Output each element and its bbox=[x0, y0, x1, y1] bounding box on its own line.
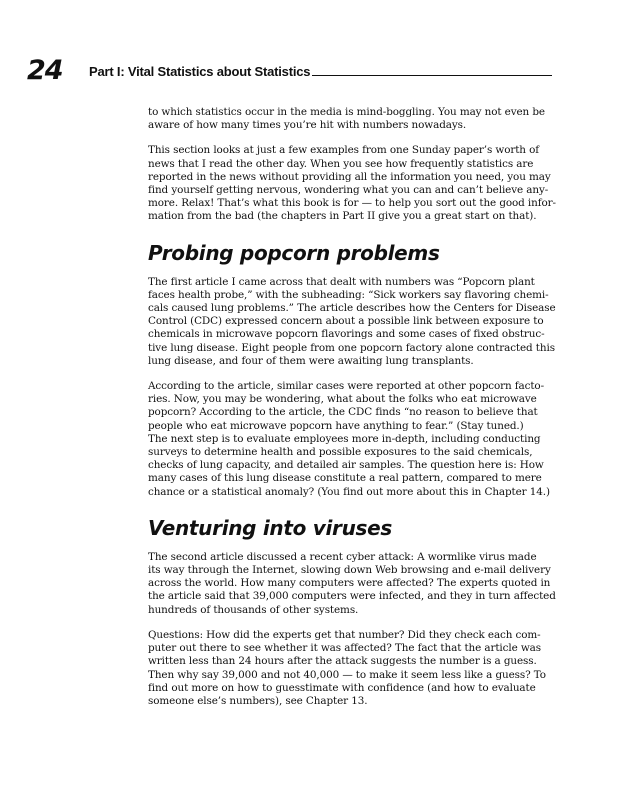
page-number: 24 bbox=[27, 55, 63, 86]
section-heading-viruses: Venturing into viruses bbox=[148, 515, 392, 540]
popcorn-paragraph-2: According to the article, similar cases were reported at other popcorn facto- ries. Now, you may be wondering, what about the folks who eat microwave popcorn? According to the article, the CDC finds “no reason to believe that people who eat microwave popcorn have anything to fear.” (Stay tuned.) The next step is to evaluate employees more in-depth, including conducting surveys to determine health and possible exposures to the said chemicals, checks of lung capacity, and detailed air samples. The question here is: How many cases of this lung disease constitute a real pattern, compared to mere chance or a statistical anomaly? (You find out more about this in Chapter 14.) bbox=[148, 380, 550, 498]
intro-paragraph-1: to which statistics occur in the media is mind-boggling. You may not even be aware of how many times you’re hit with numbers nowadays. bbox=[148, 106, 545, 132]
section-popcorn bbox=[148, 240, 556, 499]
running-head-title: Part I: Vital Statistics about Statistics bbox=[89, 64, 311, 79]
popcorn-paragraph-1: The first article I came across that dealt with numbers was “Popcorn plant faces health probe,” with the subheading: “Sick workers say flavoring chemi- cals caused lung problems.” The article describes how the Centers for Disease Control (CDC) expressed concern about a possible link between exposure to chemicals in microwave popcorn flavorings and some cases of fixed obstruc- tive lung disease. Eight people from one popcorn factory alone contracted this lung disease, and four of them were awaiting lung transplants. bbox=[148, 275, 556, 367]
section-heading-popcorn: Probing popcorn problems bbox=[148, 240, 440, 265]
viruses-paragraph-1: The second article discussed a recent cyber attack: A wormlike virus made its way through the Internet, slowing down Web browsing and e-mail delivery across the world. How many computers were affected? The experts quoted in the article said that 39,000 computers were infected, and they in turn affected hundreds of thousands of other systems. bbox=[148, 550, 556, 616]
body-text bbox=[148, 106, 556, 720]
viruses-paragraph-2: Questions: How did the experts get that number? Did they check each com- puter out there to see whether it was affected? The fact that the article was written less than 24 hours after the attack suggests the number is a guess. Then why say 39,000 and not 40,000 — to make it seem less like a guess? To find out more on how to guesstimate with confidence (and how to evaluate someone else’s numbers), see Chapter 13. bbox=[148, 628, 546, 707]
header-rule bbox=[312, 75, 552, 76]
section-viruses bbox=[148, 515, 556, 708]
intro-paragraph-2: This section looks at just a few examples from one Sunday paper’s worth of news that I read the other day. When you see how frequently statistics are reported in the news without providing all the information you need, you may find yourself getting nervous, wondering what you can and can’t believe any- more. Relax! That’s what this book is for — to help you sort out the good infor- mation from the bad (the chapters in Part II give you a great start on that). bbox=[148, 144, 556, 223]
